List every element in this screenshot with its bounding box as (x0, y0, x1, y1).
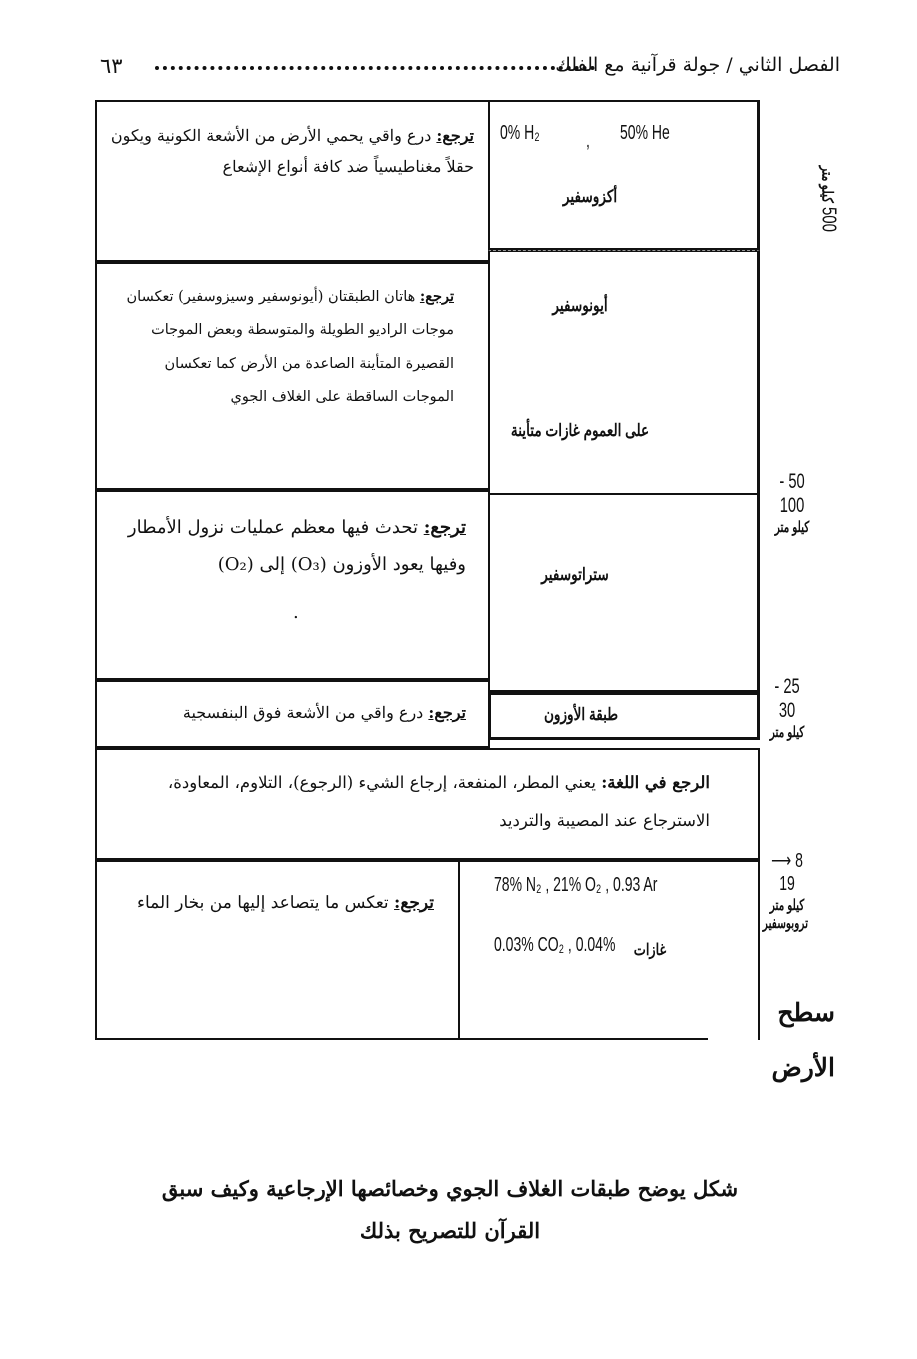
layer-name-ionosphere: أيونوسفير (552, 296, 608, 315)
language-meaning (130, 764, 710, 840)
description-ionosphere (114, 280, 454, 414)
description-box-ionosphere (95, 262, 490, 490)
description-box-ozone (95, 680, 490, 748)
keyword-label: ترجع: (423, 517, 466, 538)
description-text: تعكس ما يتصاعد إليها من بخار الماء (136, 893, 389, 913)
altitude-value: 8 ⟶ 19 (771, 850, 803, 895)
gas-label: غازات (633, 942, 667, 959)
gas-separator: , (586, 130, 590, 152)
language-meaning-box (95, 748, 760, 860)
layer-note-ionosphere: على العموم غازات متأينة (510, 421, 650, 440)
layer-name-exosphere: أكزوسفير (562, 187, 618, 206)
ground-label (745, 985, 835, 1095)
description-exosphere (109, 120, 474, 182)
gas-line-1: 78% N₂ , 21% O₂ , 0.93 Ar (494, 874, 658, 896)
altitude-unit: كيلو متر (818, 165, 835, 203)
description-ozone (106, 700, 466, 726)
description-box-exosphere (95, 100, 490, 262)
keyword-label: ترجع: (428, 703, 466, 722)
description-text: تحدث فيها معظم عمليات نزول الأمطار وفيها يعود الأوزون (O₃) إلى (O₂) (127, 517, 466, 575)
description-text: درع واقي يحمي الأرض من الأشعة الكونية ويكون حقلاً مغناطيسياً ضد كافة أنواع الإشعاع (110, 126, 474, 177)
stray-dot: . (293, 602, 299, 623)
keyword-label: ترجع: (419, 288, 454, 305)
layer-box-ionosphere (488, 250, 760, 495)
altitude-unit: كيلو متر (774, 519, 810, 536)
altitude-25-30 (757, 675, 817, 741)
ground-line (458, 1038, 708, 1040)
altitude-500 (816, 166, 839, 232)
description-text: درع واقي من الأشعة فوق البنفسجية (182, 703, 424, 722)
layer-name-ozone: طبقة الأوزون (543, 705, 619, 724)
altitude-unit: كيلو متر (769, 897, 805, 914)
altitude-50-100 (762, 470, 822, 536)
altitude-8-19 (757, 848, 817, 932)
keyword-label: الرجع في اللغة: (601, 773, 710, 792)
page-header (100, 54, 840, 90)
page-number: ٦٣ (100, 54, 123, 78)
header-dotted-rule (155, 66, 595, 70)
description-box-troposphere (95, 860, 460, 1040)
layer-box-ozone (488, 692, 760, 740)
figure-caption (60, 1168, 840, 1252)
description-text: يعني المطر، المنفعة، إرجاع الشيء (الرجوع)، التلاوم، المعاودة، الاسترجاع عند المصيبة والترديد (167, 773, 710, 830)
chapter-title: الفصل الثاني / جولة قرآنية مع الفلك (555, 54, 840, 76)
ground-label-line1: سطح (777, 998, 835, 1027)
gas-h2: 0% H₂ (500, 122, 540, 144)
gas-he: 50% He (620, 122, 670, 144)
description-stratosphere (106, 510, 466, 584)
description-text: هاتان الطبقتان (أيونوسفير وسيزوسفير) تعكسان موجات الراديو الطويلة والمتوسطة وبعض الموجات القصيرة المتأينة الصاعدة من الأرض كما تعكسان الموجات الساقطة على الغلاف الجوي (126, 289, 454, 406)
ground-label-line2: الأرض (771, 1053, 835, 1082)
altitude-value: 25 - 30 (774, 675, 800, 722)
layer-box-stratosphere (488, 495, 760, 692)
description-troposphere (104, 884, 434, 923)
layer-box-troposphere (458, 860, 760, 1040)
altitude-unit: كيلو متر (769, 724, 805, 741)
gas-line-2: 0.03% CO₂ , 0.04% (494, 934, 616, 956)
layer-name-troposphere: تروبوسفير (762, 915, 808, 932)
description-box-stratosphere (95, 490, 490, 680)
caption-line1: شكل يوضح طبقات الغلاف الجوي وخصائصها الإرجاعية وكيف سبق (161, 1176, 739, 1201)
layer-box-exosphere (488, 100, 760, 252)
altitude-value: 50 - 100 (779, 470, 805, 517)
caption-line2: القرآن للتصريح بذلك (359, 1218, 541, 1243)
layer-name-stratosphere: ستراتوسفير (541, 565, 609, 584)
keyword-label: ترجع: (436, 126, 474, 145)
keyword-label: ترجع: (394, 893, 434, 913)
altitude-value: 500 (817, 206, 839, 232)
